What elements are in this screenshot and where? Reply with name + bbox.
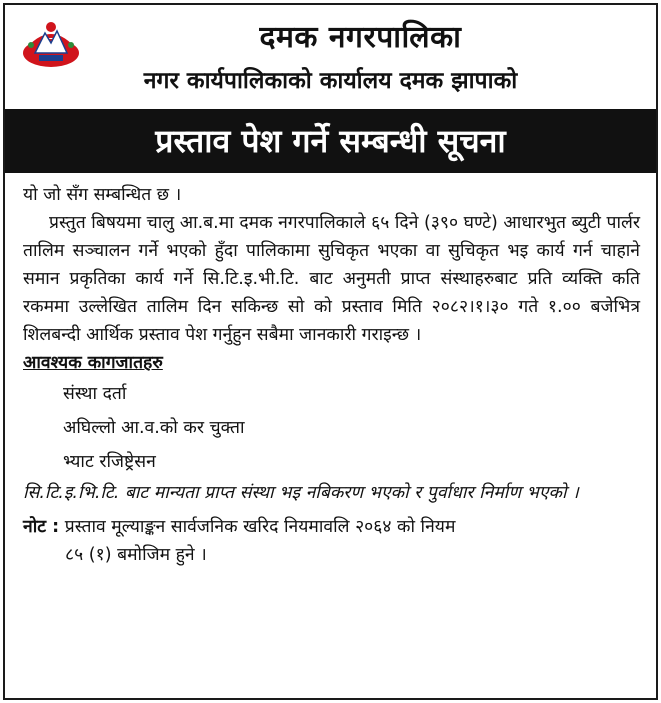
note-label: नोट :: [23, 517, 60, 537]
list-item: अघिल्लो आ.व.को कर चुक्ता: [63, 418, 245, 438]
list-item: संस्था दर्ता: [63, 384, 127, 404]
municipality-title: दमक नगरपालिका: [259, 20, 462, 55]
documents-heading: आवश्यक कागजातहरु: [23, 353, 163, 373]
office-subtitle: नगर कार्यपालिकाको कार्यालय दमक झापाको: [143, 68, 518, 94]
salutation: यो जो सँग सम्बन्धित छ ।: [23, 185, 182, 205]
notice-banner: प्रस्ताव पेश गर्ने सम्बन्धी सूचना: [5, 109, 656, 173]
documents-list: [23, 377, 640, 479]
note-text-line2: ८५ (१) बमोजिम हुने ।: [65, 545, 207, 565]
list-item: भ्याट रजिष्ट्रेसन: [63, 452, 156, 472]
italic-note: सि.टि.इ.भि.टि. बाट मान्यता प्राप्त संस्था भइ नबिकरण भएको र पुर्वाधार निर्माण भएको ।: [23, 483, 579, 503]
notice-frame: [3, 3, 658, 700]
note-block: [23, 513, 640, 569]
main-paragraph: प्रस्तुत बिषयमा चालु आ.ब.मा दमक नगरपालिकाले ६५ दिने (३९० घण्टे) आधारभुत ब्युटी पार्लर तालिम सञ्चालन गर्ने भएको हुँदा पालिकामा सुचिकृत भएका वा सुचिकृत भइ कार्य गर्न चाहाने समान प्रकृतिका कार्य गर्ने सि.टि.इ.भी.टि. बाट अनुमती प्राप्त संस्थाहरुबाट प्रति व्यक्ति कति रकममा उल्लेखित तालिम दिन सकिन्छ सो को प्रस्ताव मिति २०८२।१।३० गते १.०० बजेभित्र शिलबन्दी आर्थिक प्रस्ताव पेश गर्नुहुन सबैमा जानकारी गराइन्छ ।: [23, 213, 640, 345]
note-text-line1: प्रस्ताव मूल्याङ्कन सार्वजनिक खरिद नियमावलि २०६४ को नियम: [64, 517, 456, 537]
notice-body: [23, 181, 640, 569]
header: [5, 5, 656, 109]
